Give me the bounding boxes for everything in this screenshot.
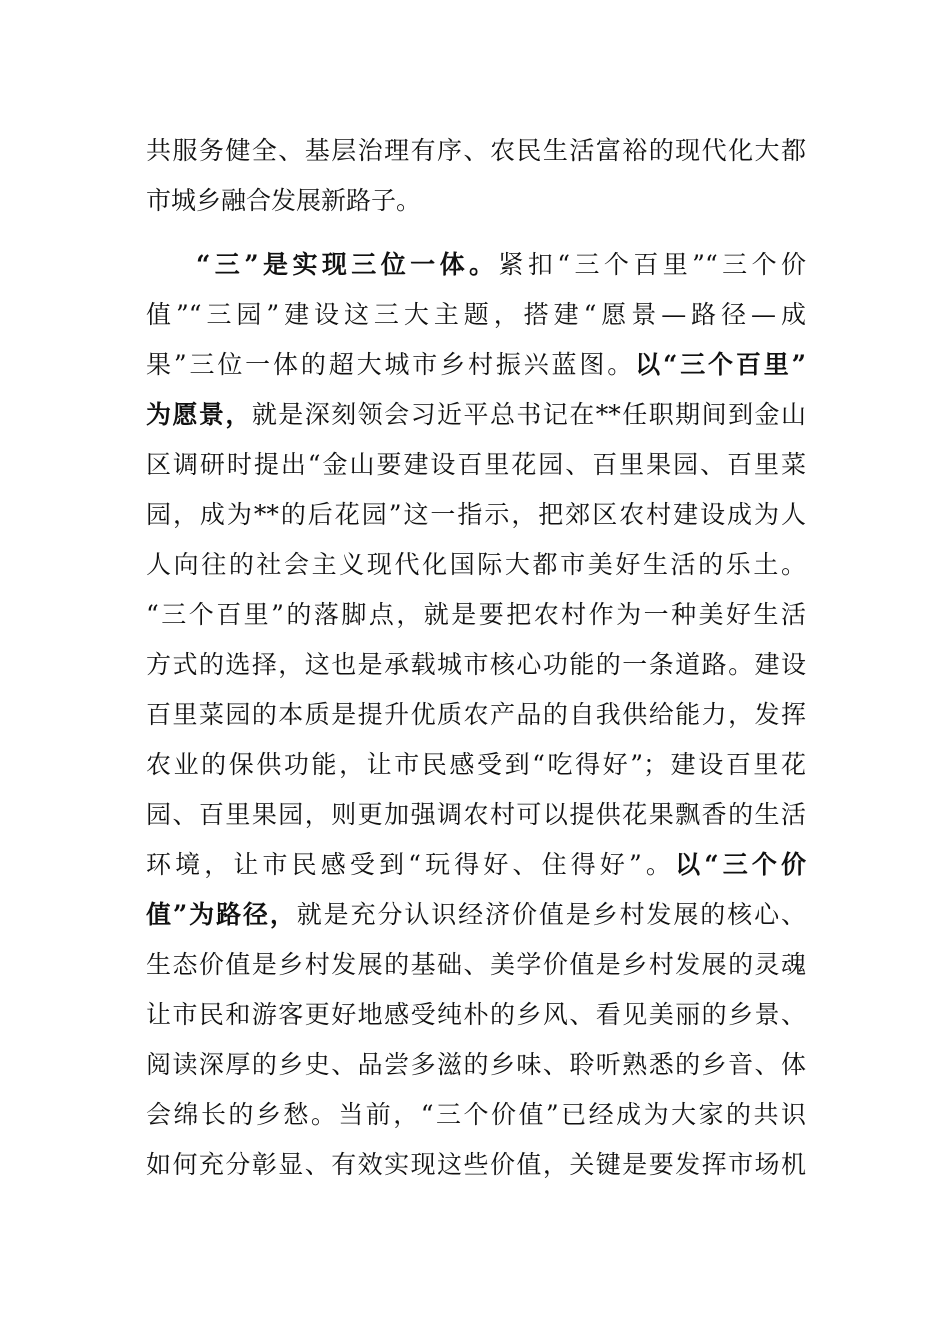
text-line: 百里菜园的本质是提升优质农产品的自我供给能力，发挥 bbox=[146, 700, 806, 729]
text-line: 人向往的社会主义现代化国际大都市美好生活的乐土。 bbox=[146, 550, 806, 579]
paragraph-1 bbox=[146, 126, 806, 226]
bold-phrase: 值”为路径， bbox=[146, 900, 297, 929]
text-line: 共服务健全、基层治理有序、农民生活富裕的现代化大都 bbox=[146, 136, 806, 165]
text-line: 园、百里果园，则更加强调农村可以提供花果飘香的生活 bbox=[146, 800, 806, 829]
text-line: 会绵长的乡愁。当前，“三个价值”已经成为大家的共识 bbox=[146, 1100, 806, 1129]
bold-phrase: 以“三个价 bbox=[675, 850, 806, 879]
text-run: 就是深刻领会习近平总书记在**任职期间到金山 bbox=[251, 400, 806, 429]
bold-heading: “三”是实现三位一体。 bbox=[196, 250, 499, 279]
text-line: 方式的选择，这也是承载城市核心功能的一条道路。建设 bbox=[146, 650, 806, 679]
text-run: 环境，让市民感受到“玩得好、住得好”。 bbox=[146, 850, 676, 879]
paragraph-2 bbox=[146, 240, 806, 1190]
text-line bbox=[146, 340, 806, 390]
text-line: 园，成为**的后花园”这一指示，把郊区农村建设成为人 bbox=[146, 500, 806, 529]
text-line: 生态价值是乡村发展的基础、美学价值是乡村发展的灵魂 bbox=[146, 950, 806, 979]
text-line bbox=[146, 840, 806, 890]
text-line bbox=[146, 240, 806, 290]
text-run: 就是充分认识经济价值是乡村发展的核心、 bbox=[296, 900, 806, 929]
text-line: “三个百里”的落脚点，就是要把农村作为一种美好生活 bbox=[146, 600, 806, 629]
text-line: 农业的保供功能，让市民感受到“吃得好”；建设百里花 bbox=[146, 750, 806, 779]
text-run: 紧扣“三个百里”“三个价 bbox=[498, 250, 806, 279]
text-line bbox=[146, 390, 806, 440]
text-line: 值”“三园”建设这三大主题，搭建“愿景—路径—成 bbox=[146, 300, 806, 329]
text-line: 区调研时提出“金山要建设百里花园、百里果园、百里菜 bbox=[146, 450, 806, 479]
text-run: 果”三位一体的超大城市乡村振兴蓝图。 bbox=[146, 350, 636, 379]
bold-phrase: 以“三个百里” bbox=[635, 350, 806, 379]
text-line: 如何充分彰显、有效实现这些价值，关键是要发挥市场机 bbox=[146, 1150, 806, 1179]
text-line: 阅读深厚的乡史、品尝多滋的乡味、聆听熟悉的乡音、体 bbox=[146, 1050, 806, 1079]
bold-phrase: 为愿景， bbox=[146, 400, 252, 429]
text-line bbox=[146, 890, 806, 940]
text-line: 让市民和游客更好地感受纯朴的乡风、看见美丽的乡景、 bbox=[146, 1000, 806, 1029]
text-line: 市城乡融合发展新路子。 bbox=[146, 186, 422, 215]
